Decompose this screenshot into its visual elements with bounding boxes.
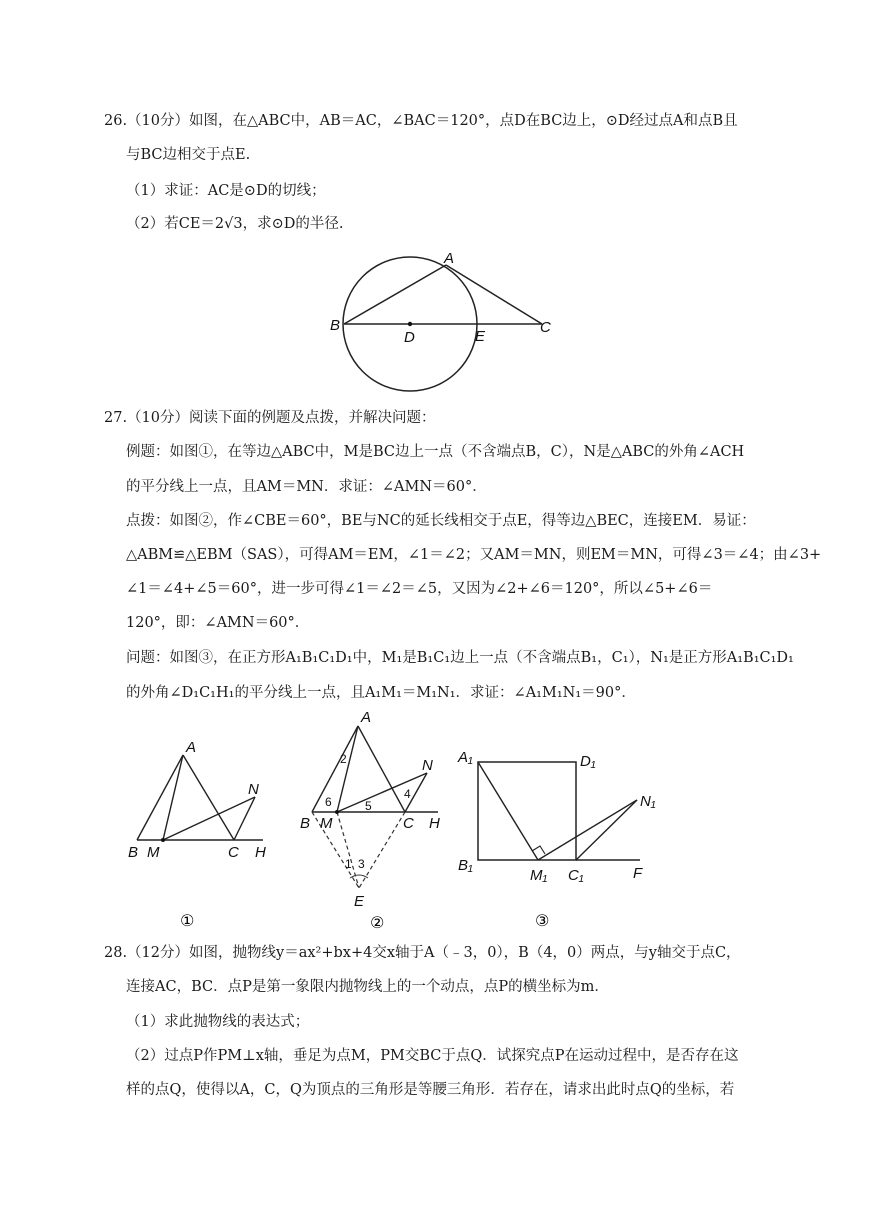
q27-line-1: 27.（10分）阅读下面的例题及点拨，并解决问题： [104, 410, 436, 426]
q26-label-c: C [540, 319, 551, 336]
q27-line-8: 问题：如图③，在正方形A₁B₁C₁D₁中，M₁是B₁C₁边上一点（不含端点B₁，C₁），N₁是正方形A₁B₁C₁D₁ [126, 650, 794, 666]
fig3-label-d1: D₁ [580, 753, 596, 770]
fig2-label-b: B [300, 815, 311, 832]
q26-part-1: （1）求证：AC是⊙D的切线； [126, 183, 326, 199]
fig2-label-n: N [422, 757, 433, 774]
q27-line-4: 点拨：如图②，作∠CBE＝60°，BE与NC的延长线相交于点E，得等边△BEC，连接EM．易证： [126, 513, 756, 529]
fig1-label-b: B [128, 844, 139, 861]
fig1-label-n: N [248, 781, 259, 798]
fig2-angle-1: 1 [345, 857, 352, 871]
fig3-label-b1: B₁ [458, 857, 473, 874]
q26-label-d: D [404, 329, 415, 346]
fig2-angle-5: 5 [365, 799, 372, 813]
fig1-label-c: C [228, 844, 239, 861]
q28-line-1: 28.（12分）如图，抛物线y＝ax²+bx+4交x轴于A（﹣3，0），B（4，0）两点，与y轴交于点C， [104, 945, 741, 961]
q27-line-9: 的外角∠D₁C₁H₁的平分线上一点，且A₁M₁＝M₁N₁．求证：∠A₁M₁N₁＝90°． [126, 685, 636, 701]
fig1-label-m: M [147, 844, 160, 861]
fig3-label-n1: N₁ [640, 793, 656, 810]
fig3-caption: ③ [535, 911, 550, 930]
fig2-angle-3: 3 [358, 857, 365, 871]
fig2-angle-4: 4 [404, 787, 411, 801]
q26-line-2: 与BC边相交于点E. [126, 147, 251, 163]
q27-figure-3 [450, 740, 670, 930]
q28-line-2: 连接AC，BC．点P是第一象限内抛物线上的一个动点，点P的横坐标为m． [126, 979, 609, 995]
fig2-label-e: E [354, 893, 365, 910]
fig2-label-h: H [429, 815, 440, 832]
q26-line-1: 26.（10分）如图，在△ABC中，AB＝AC，∠BAC＝120°，点D在BC边上，⊙D经过点A和点B且 [104, 113, 738, 129]
q26-part-2: （2）若CE＝2√3，求⊙D的半径. [126, 216, 344, 232]
q26-label-e: E [475, 328, 486, 345]
fig3-label-c1: C₁ [568, 867, 584, 884]
q26-label-b: B [330, 317, 341, 334]
fig2-caption: ② [370, 913, 385, 931]
fig3-label-f: F [633, 865, 643, 882]
q27-figure-1 [120, 730, 280, 930]
fig2-label-c: C [403, 815, 414, 832]
fig3-label-a1: A₁ [458, 749, 473, 766]
fig2-angle-2: 2 [340, 752, 347, 766]
fig2-label-a: A [361, 709, 372, 726]
q26-figure [320, 248, 560, 398]
q28-line-4: 样的点Q，使得以A，C，Q为顶点的三角形是等腰三角形．若存在，请求出此时点Q的坐标，若 [126, 1082, 735, 1098]
q27-line-2: 例题：如图①，在等边△ABC中，M是BC边上一点（不含端点B，C），N是△ABC的外角∠ACH [126, 444, 745, 460]
q26-label-a: A [444, 250, 455, 267]
fig2-angle-6: 6 [325, 795, 332, 809]
q27-line-7: 120°，即：∠AMN＝60°． [126, 615, 310, 631]
q27-figure-2 [290, 706, 460, 931]
q27-line-5: △ABM≌△EBM（SAS），可得AM＝EM，∠1＝∠2；又AM＝MN，则EM＝MN，可得∠3＝∠4；由∠3+ [126, 547, 822, 563]
fig1-label-a: A [186, 739, 197, 756]
q28-line-3: （2）过点P作PM⊥x轴，垂足为点M，PM交BC于点Q．试探究点P在运动过程中，是否存在这 [126, 1048, 739, 1064]
fig1-caption: ① [180, 911, 195, 930]
fig1-label-h: H [255, 844, 266, 861]
fig3-label-m1: M₁ [530, 867, 548, 884]
q28-part-1: （1）求此抛物线的表达式； [126, 1014, 310, 1030]
q27-line-3: 的平分线上一点，且AM＝MN．求证：∠AMN＝60°． [126, 479, 487, 495]
fig2-label-m: M [320, 815, 333, 832]
q27-line-6: ∠1＝∠4+∠5＝60°，进一步可得∠1＝∠2＝∠5，又因为∠2+∠6＝120°，所以∠5+∠6＝ [126, 581, 713, 597]
